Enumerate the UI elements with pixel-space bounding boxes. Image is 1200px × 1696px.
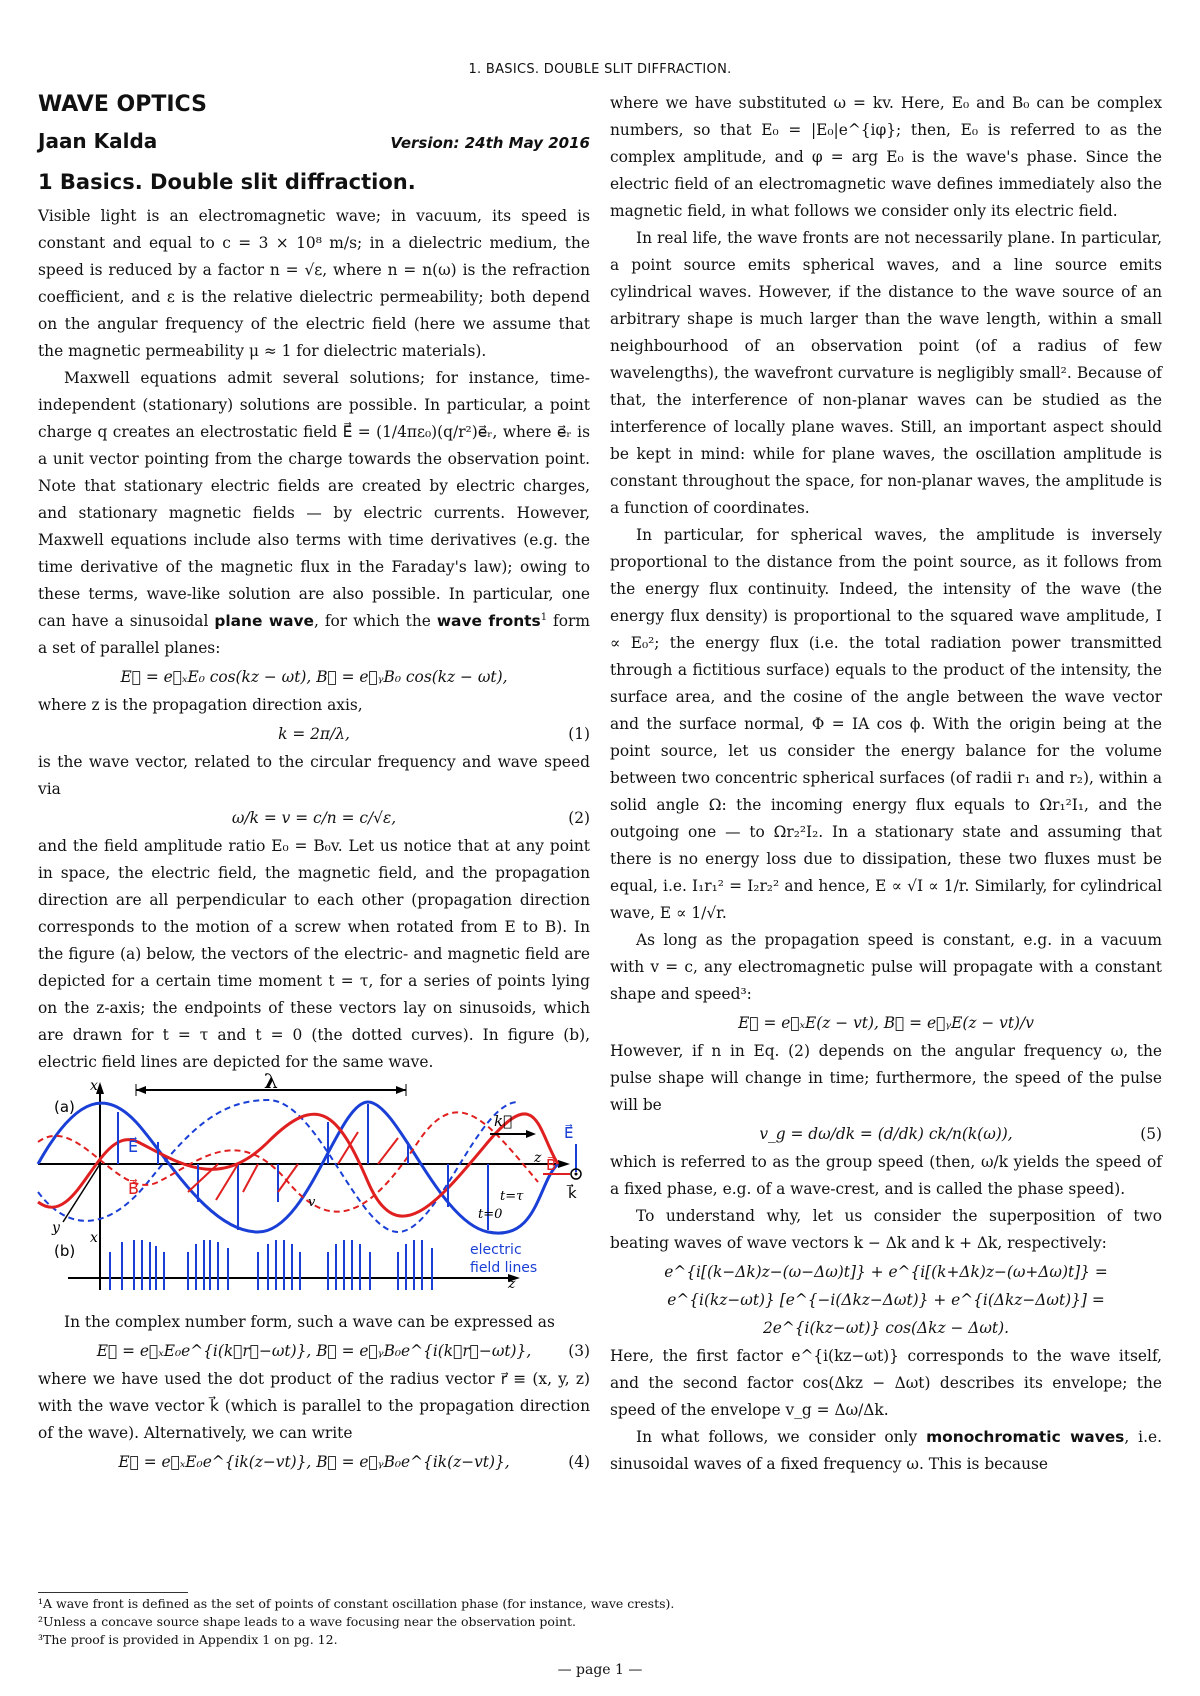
paragraph: In the complex number form, such a wave can be expressed as [64, 1313, 555, 1331]
text-run: form a set of parallel planes: [38, 612, 590, 657]
paragraph: Here, the first factor e^{i(kz−ωt)} corresponds to the wave itself, and the second factor cos(Δkz − Δωt) describes its envelope; the speed of the envelope v_g = Δω/Δk. [610, 1347, 1162, 1419]
z-label-b: z [508, 1276, 516, 1292]
em-wave-diagram [38, 1069, 590, 1292]
x-label-b: x [90, 1230, 98, 1246]
author-line [38, 128, 590, 157]
equation-6c: 2e^{i(kz−ωt)} cos(Δkz − Δωt). [762, 1319, 1010, 1337]
equation: E⃗ = e⃗ₓE₀ cos(kz − ωt), B⃗ = e⃗ᵧB₀ cos(kz − ωt), [120, 668, 508, 686]
paragraph: and the field amplitude ratio E₀ = B₀v. Let us notice that at any point in space, the electric field, the magnetic field, and the propagation direction are all perpendicular to each other (propagation direction corresponds to the motion of a screw when rotated from E to B). In the figure (a) below, the vectors of the electric- and magnetic field are depicted for a certain time moment t = τ, for a series of points lying on the z-axis; the endpoints of these vectors lay on sinusoids, which are drawn for t = τ and t = 0 (the dotted curves). In figure (b), electric field lines are depicted for the same wave. [38, 837, 590, 1071]
y-label: y [52, 1220, 60, 1236]
arrow-icon [136, 1086, 146, 1094]
lambda-label: λ [264, 1069, 279, 1093]
equation-number: (4) [568, 1453, 590, 1471]
paragraph [610, 1424, 1162, 1478]
arrow-icon [526, 1130, 536, 1138]
text-run: In what follows, we consider only [636, 1428, 927, 1446]
equation-body: E⃗ = e⃗ₓE₀e^{ik(z−vt)}, B⃗ = e⃗ᵧB₀e^{ik(z−vt)}, [118, 1453, 510, 1471]
footnotes [38, 1592, 1162, 1649]
paragraph: However, if n in Eq. (2) depends on the angular frequency ω, the pulse shape will change in time; furthermore, the speed of the pulse will be [610, 1042, 1162, 1114]
wave-figure [38, 1069, 590, 1301]
arrow-icon [396, 1086, 406, 1094]
text-run: Maxwell equations admit several solutions; for instance, time-independent (stationary) solutions are possible. In particular, a point charge q creates an electrostatic field E⃗ = (1/4πε₀)(q/r²)e⃗ᵣ, where e⃗ᵣ is a unit vector pointing from the charge towards the observation point. Note that stationary electric fields are created by electric charges, and stationary magnetic fields — by electric currents. However, Maxwell equations include also terms with time derivatives (e.g. the time derivative of the magnetic flux in the Faraday's law); owing to these terms, wave-like solution are also possible. In particular, one can have a sinusoidal [38, 369, 590, 630]
footnote-2: ²Unless a concave source shape leads to a wave focusing near the observation point. [38, 1614, 576, 1629]
equation-number: (5) [1140, 1125, 1162, 1143]
z-label: z [534, 1150, 542, 1166]
E-legend-label: E⃗ [564, 1124, 574, 1142]
text-run: , for which the [313, 612, 437, 630]
paragraph: where we have used the dot product of the radius vector r⃗ ≡ (x, y, z) with the wave vector k⃗ (which is parallel to the propagation direction of the wave). Alternatively, we can write [38, 1370, 590, 1442]
paragraph: As long as the propagation speed is constant, e.g. in a vacuum with v = c, any electromagnetic pulse will propagate with a constant shape and speed³: [610, 931, 1162, 1003]
document-title: WAVE OPTICS [38, 92, 207, 117]
section-title: 1 Basics. Double slit diffraction. [38, 170, 416, 194]
equation-body: v_g = dω/dk = (d/dk) ck/n(k(ω)), [759, 1125, 1013, 1143]
field-lines-label: field lines [470, 1260, 538, 1276]
B-legend-label: B⃗ [546, 1156, 557, 1174]
electric-vectors [118, 1104, 488, 1230]
version-date: Version: 24th May 2016 [390, 134, 590, 152]
paragraph: where z is the propagation direction axis, [38, 696, 363, 714]
x-label: x [90, 1078, 98, 1094]
equation-body: E⃗ = e⃗ₓE₀e^{i(k⃗r⃗−ωt)}, B⃗ = e⃗ᵧB₀e^{i(k⃗r⃗−ωt)}, [96, 1342, 532, 1360]
t0-label: t=0 [478, 1207, 503, 1222]
paragraph: Maxwell equations admit several solutions; for instance, time-independent (stationary) solutions are possible. In particular, a point charge q creates an electrostatic field E⃗ = (1/4πε₀)(q/r²)e⃗ᵣ, where e⃗ᵣ is a unit vector pointing from the charge towards the observation point. Note that stationary electric fields are created by electric charges, and stationary magnetic fields — by electric currents. However, Maxwell equations include also terms with time derivatives (e.g. the time derivative of the magnetic flux in the Faraday's law); owing to these terms, wave-like solution are also possible. In particular, one can have a sinusoidal plane wave, for which the wave fronts$^1$ form a set of parallel planes: [38, 369, 590, 657]
magnetic-field-curve-t0 [38, 1112, 538, 1211]
equation-6b: e^{i(kz−ωt)} [e^{−i(Δkz−Δωt)} + e^{i(Δkz−Δωt)}] = [667, 1291, 1105, 1309]
right-column [610, 90, 1162, 1478]
footnote-1: ¹A wave front is defined as the set of points of constant oscillation phase (for instance, wave crests). [38, 1596, 675, 1611]
author-name: Jaan Kalda [38, 129, 158, 153]
equation-3 [38, 1338, 590, 1364]
paragraph: where we have substituted ω = kv. Here, E₀ and B₀ can be complex numbers, so that E₀ = |E₀|e^{iφ}; then, E₀ is referred to as the complex amplitude, and φ = arg E₀ is the wave's phase. Since the electric field of an electromagnetic wave defines immediately also the magnetic field, in what follows we consider only its electric field. [610, 94, 1162, 220]
page-footer: — page 1 — [557, 1662, 643, 1678]
running-head: 1. BASICS. DOUBLE SLIT DIFFRACTION. [468, 62, 732, 77]
footnote-rule [38, 1592, 188, 1593]
E-vector-label: E⃗ [128, 1137, 139, 1156]
magnetic-vectors [188, 1132, 398, 1200]
z-axis-arrow [558, 1160, 570, 1168]
paragraph: Visible light is an electromagnetic wave; in vacuum, its speed is constant and equal to c = 3 × 10⁸ m/s; in a dielectric medium, the speed is reduced by a factor n = √ε, where n = n(ω) is the refraction coefficient, and ε is the relative dielectric permeability; both depend on the angular frequency of the electric field (here we assume that the magnetic permeability μ ≈ 1 for dielectric materials). [38, 207, 590, 360]
term-monochromatic: monochromatic waves [926, 1428, 1125, 1446]
k-label: k⃗ [494, 1112, 513, 1130]
equation-body: k = 2π/λ, [278, 725, 350, 743]
paragraph: is the wave vector, related to the circular frequency and wave speed via [38, 753, 590, 798]
equation-5 [610, 1121, 1162, 1147]
term-plane-wave: plane wave [214, 612, 314, 630]
y-axis [63, 1164, 100, 1222]
equation-2 [38, 805, 590, 831]
field-lines-label: electric [470, 1242, 522, 1258]
term-wave-fronts: wave fronts [436, 612, 541, 630]
equation-number: (1) [568, 725, 590, 743]
field-lines [110, 1240, 432, 1290]
v-label: v [308, 1195, 316, 1210]
k-out-of-page-dot [575, 1173, 578, 1176]
ttau-label: t=τ [500, 1189, 524, 1204]
equation-number: (3) [568, 1342, 590, 1360]
left-column [38, 90, 590, 1477]
equation-4 [38, 1449, 590, 1475]
equation-number: (2) [568, 809, 590, 827]
footnote-3: ³The proof is provided in Appendix 1 on pg. 12. [38, 1632, 338, 1647]
equation: E⃗ = e⃗ₓE(z − vt), B⃗ = e⃗ᵧE(z − vt)/v [738, 1014, 1034, 1032]
paragraph: In particular, for spherical waves, the amplitude is inversely proportional to the distance from the point source, as it follows from the energy flux continuity. Indeed, the intensity of the wave (the energy flux density) is proportional to the squared wave amplitude, I ∝ E₀²; the energy flux (i.e. the total radiation power transmitted through a fictitious surface) equals to the product of the intensity, the surface area, and the cosine of the angle between the wave vector and the surface normal, Φ = IA cos ϕ. With the origin being at the point source, let us consider the energy balance for the volume between two concentric spherical surfaces (of radii r₁ and r₂), within a solid angle Ω: the incoming energy flux equals to Ωr₁²I₁, and the outgoing one — to Ωr₂²I₂. In a stationary state and assuming that there is no energy loss due to dissipation, these two fluxes must be equal, i.e. I₁r₁² = I₂r₂² and hence, E ∝ √I ∝ 1/r. Similarly, for cylindrical wave, E ∝ 1/√r. [610, 526, 1162, 922]
equation-1 [38, 721, 590, 747]
paragraph: In real life, the wave fronts are not necessarily plane. In particular, a point source emits spherical waves, and a line source emits cylindrical waves. However, if the distance to the wave source of an arbitrary shape is much larger than the wave length, within a small neighbourhood of an observation point (of a radius of few wavelengths), the wavefront curvature is negligibly small². Because of that, the interference of non-planar waves can be studied as the interference of locally plane waves. Still, an important aspect should be kept in mind: while for plane waves, the oscillation amplitude is constant throughout the space, for non-planar waves, the amplitude is a function of coordinates. [610, 229, 1162, 517]
figure-label-a: (a) [54, 1098, 75, 1116]
B-vector-label: B⃗ [128, 1179, 139, 1198]
equation-body: ω/k = v = c/n = c/√ε, [231, 809, 397, 827]
paragraph: which is referred to as the group speed (then, ω/k yields the speed of a fixed phase, e.g. of a wave-crest, and is called the phase speed). [610, 1153, 1162, 1198]
figure-label-b: (b) [54, 1242, 76, 1260]
paragraph: To understand why, let us consider the superposition of two beating waves of wave vectors k − Δk and k + Δk, respectively: [610, 1207, 1162, 1252]
k-legend-label: k⃗ [568, 1184, 577, 1202]
equation-6a: e^{i[(k−Δk)z−(ω−Δω)t]} + e^{i[(k+Δk)z−(ω+Δω)t]} = [664, 1263, 1108, 1281]
text-run: , i.e. sinusoidal waves of a fixed frequency ω. This is because [610, 1428, 1162, 1473]
